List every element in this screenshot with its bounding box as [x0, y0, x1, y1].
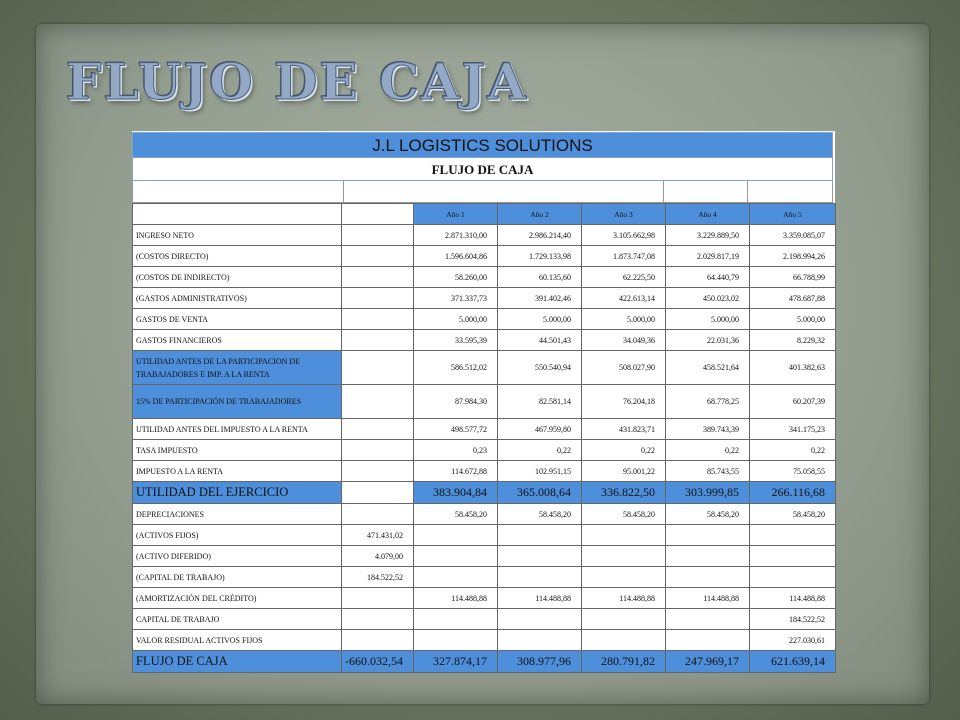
year-value-cell: 62.225,50: [582, 267, 666, 288]
year-value-cell: [582, 567, 666, 588]
year-value-cell: 114.488,88: [498, 588, 582, 609]
year-value-cell: [750, 546, 836, 567]
year-value-cell: 1.729.133,98: [498, 246, 582, 267]
year-value-cell: 85.743,55: [666, 461, 750, 482]
year-value-cell: 365.008,64: [498, 482, 582, 504]
year-value-cell: [666, 609, 750, 630]
year-value-cell: 184.522,52: [750, 609, 836, 630]
year-value-cell: 114.672,88: [414, 461, 498, 482]
table-row: [133, 482, 836, 504]
year-value-cell: 8.229,32: [750, 330, 836, 351]
row-label: (ACTIVOS FIJOS): [133, 525, 342, 546]
year-value-cell: [582, 630, 666, 651]
row-label: GASTOS FINANCIEROS: [133, 330, 342, 351]
year-value-cell: 227.030,61: [750, 630, 836, 651]
year-value-cell: 58.458,20: [582, 504, 666, 525]
year-value-cell: 58.260,00: [414, 267, 498, 288]
table-row: [133, 330, 836, 351]
header-blank: [133, 204, 342, 225]
year-value-cell: 422.613,14: [582, 288, 666, 309]
table-row: [133, 267, 836, 288]
year-value-cell: 450.023,02: [666, 288, 750, 309]
year-value-cell: [582, 546, 666, 567]
year-value-cell: 247.969,17: [666, 651, 750, 673]
year-value-cell: 60.207,39: [750, 385, 836, 419]
year-value-cell: [582, 525, 666, 546]
year-value-cell: 58.458,20: [666, 504, 750, 525]
year-value-cell: [666, 546, 750, 567]
year-value-cell: 0,22: [582, 440, 666, 461]
year-value-cell: 2.029.817,19: [666, 246, 750, 267]
pre-operational-value: -660.032,54: [342, 651, 414, 673]
year-value-cell: 5.000,00: [414, 309, 498, 330]
year-value-cell: 82.581,14: [498, 385, 582, 419]
pre-operational-value: [342, 288, 414, 309]
year-value-cell: 327.874,17: [414, 651, 498, 673]
year-value-cell: 2.871.310,00: [414, 225, 498, 246]
year-value-cell: 33.595,39: [414, 330, 498, 351]
year-value-cell: 114.488,88: [666, 588, 750, 609]
year-value-cell: [414, 546, 498, 567]
year-value-cell: 76.204,18: [582, 385, 666, 419]
row-label: (AMORTIZACIÓN DEL CRÉDITO): [133, 588, 342, 609]
table-row: [133, 440, 836, 461]
year-value-cell: 114.488,88: [582, 588, 666, 609]
row-label: (CAPITAL DE TRABAJO): [133, 567, 342, 588]
row-label: UTILIDAD ANTES DEL IMPUESTO A LA RENTA: [133, 419, 342, 440]
row-label: VALOR RESIDUAL ACTIVOS FIJOS: [133, 630, 342, 651]
year-value-cell: 467.959,80: [498, 419, 582, 440]
year-value-cell: 5.000,00: [750, 309, 836, 330]
pre-operational-value: [342, 630, 414, 651]
row-label: UTILIDAD DEL EJERCICIO: [133, 482, 342, 504]
year-value-cell: [582, 609, 666, 630]
cash-flow-table: [132, 203, 836, 673]
pre-operational-value: [342, 461, 414, 482]
row-label: CAPITAL DE TRABAJO: [133, 609, 342, 630]
year-value-cell: [414, 525, 498, 546]
year-value-cell: 498.577,72: [414, 419, 498, 440]
year-value-cell: 391.402,46: [498, 288, 582, 309]
year-value-cell: 3.105.662,98: [582, 225, 666, 246]
year-value-cell: 114.488,88: [414, 588, 498, 609]
year-value-cell: 3.359.085,07: [750, 225, 836, 246]
pre-operational-value: [342, 351, 414, 385]
table-row: [133, 588, 836, 609]
year-header: Año 3: [582, 204, 666, 225]
pre-operational-value: [342, 482, 414, 504]
table-row: [133, 461, 836, 482]
year-header-row: [133, 204, 836, 225]
year-header: Año 4: [666, 204, 750, 225]
year-value-cell: [498, 546, 582, 567]
year-value-cell: 87.984,30: [414, 385, 498, 419]
pre-operational-value: [342, 385, 414, 419]
row-label: (GASTOS ADMINISTRATIVOS): [133, 288, 342, 309]
pre-operational-value: [342, 609, 414, 630]
year-value-cell: 431.823,71: [582, 419, 666, 440]
row-label: UTILIDAD ANTES DE LA PARTICIPACION DE TRABAJADORES E IMP. A LA RENTA: [133, 351, 342, 385]
year-value-cell: 2.986.214,40: [498, 225, 582, 246]
year-value-cell: [498, 567, 582, 588]
year-value-cell: 336.822,50: [582, 482, 666, 504]
year-value-cell: 0,22: [750, 440, 836, 461]
year-value-cell: 550.540,94: [498, 351, 582, 385]
row-label: (COSTOS DE INDIRECTO): [133, 267, 342, 288]
row-label: TASA IMPUESTO: [133, 440, 342, 461]
row-label: INGRESO NETO: [133, 225, 342, 246]
pre-operational-value: [342, 588, 414, 609]
year-value-cell: 64.440,79: [666, 267, 750, 288]
year-value-cell: 0,22: [666, 440, 750, 461]
pre-operational-value: [342, 309, 414, 330]
pre-operational-value: [342, 419, 414, 440]
year-value-cell: 401.382,63: [750, 351, 836, 385]
table-row: [133, 567, 836, 588]
year-value-cell: 341.175,23: [750, 419, 836, 440]
pre-operational-value: [342, 504, 414, 525]
year-value-cell: 383.904,84: [414, 482, 498, 504]
row-label: IMPUESTO A LA RENTA: [133, 461, 342, 482]
row-label: DEPRECIACIONES: [133, 504, 342, 525]
header-blank: [342, 204, 414, 225]
year-value-cell: 58.458,20: [750, 504, 836, 525]
pre-operational-value: 471.431,02: [342, 525, 414, 546]
year-value-cell: 34.049,36: [582, 330, 666, 351]
table-row: [133, 651, 836, 673]
table-row: [133, 630, 836, 651]
blank-row: [132, 181, 833, 203]
year-value-cell: [414, 609, 498, 630]
year-value-cell: [750, 525, 836, 546]
year-value-cell: 0,23: [414, 440, 498, 461]
sheet-subtitle: FLUJO DE CAJA: [132, 158, 833, 181]
year-header: Año 2: [498, 204, 582, 225]
row-label: 15% DE PARTICIPACIÓN DE TRABAJADORES: [133, 385, 342, 419]
company-name: J.L LOGISTICS SOLUTIONS: [132, 132, 833, 158]
year-value-cell: 308.977,96: [498, 651, 582, 673]
year-value-cell: 2.198.994,26: [750, 246, 836, 267]
year-value-cell: [414, 567, 498, 588]
table-row: [133, 351, 836, 385]
year-value-cell: 0,22: [498, 440, 582, 461]
year-value-cell: 68.778,25: [666, 385, 750, 419]
table-row: [133, 288, 836, 309]
year-value-cell: 114.488,88: [750, 588, 836, 609]
pre-operational-value: 184.522,52: [342, 567, 414, 588]
pre-operational-value: [342, 440, 414, 461]
year-value-cell: 60.135,60: [498, 267, 582, 288]
row-label: (COSTOS DIRECTO): [133, 246, 342, 267]
year-value-cell: 478.687,88: [750, 288, 836, 309]
year-value-cell: 5.000,00: [582, 309, 666, 330]
year-value-cell: [414, 630, 498, 651]
pre-operational-value: 4.079,00: [342, 546, 414, 567]
pre-operational-value: [342, 330, 414, 351]
year-value-cell: 586.512,02: [414, 351, 498, 385]
table-row: [133, 419, 836, 440]
year-value-cell: 389.743,39: [666, 419, 750, 440]
year-value-cell: [666, 630, 750, 651]
table-row: [133, 309, 836, 330]
year-value-cell: 371.337,73: [414, 288, 498, 309]
year-value-cell: 266.116,68: [750, 482, 836, 504]
row-label: FLUJO DE CAJA: [133, 651, 342, 673]
pre-operational-value: [342, 246, 414, 267]
year-value-cell: [666, 567, 750, 588]
year-value-cell: 1.596.604,86: [414, 246, 498, 267]
cash-flow-sheet: [132, 131, 835, 669]
year-value-cell: 458.521,64: [666, 351, 750, 385]
year-value-cell: 95.001,22: [582, 461, 666, 482]
table-row: [133, 525, 836, 546]
year-value-cell: 75.058,55: [750, 461, 836, 482]
year-header: Año 5: [750, 204, 836, 225]
table-row: [133, 385, 836, 419]
pre-operational-value: [342, 225, 414, 246]
year-value-cell: 1.873.747,08: [582, 246, 666, 267]
year-value-cell: 22.031,36: [666, 330, 750, 351]
pre-operational-value: [342, 267, 414, 288]
year-value-cell: [498, 630, 582, 651]
year-value-cell: 58.458,20: [414, 504, 498, 525]
year-value-cell: 102.951,15: [498, 461, 582, 482]
year-value-cell: 66.788,99: [750, 267, 836, 288]
year-value-cell: 58.458,20: [498, 504, 582, 525]
table-row: [133, 546, 836, 567]
year-value-cell: 621.639,14: [750, 651, 836, 673]
year-value-cell: [498, 525, 582, 546]
row-label: (ACTIVO DIFERIDO): [133, 546, 342, 567]
year-value-cell: [498, 609, 582, 630]
slide-title: FLUJO DE CAJA: [66, 52, 529, 111]
table-row: [133, 609, 836, 630]
year-value-cell: 5.000,00: [498, 309, 582, 330]
year-value-cell: [750, 567, 836, 588]
year-value-cell: 3.229.889,50: [666, 225, 750, 246]
year-value-cell: 5.000,00: [666, 309, 750, 330]
year-value-cell: 303.999,85: [666, 482, 750, 504]
year-value-cell: [666, 525, 750, 546]
table-row: [133, 246, 836, 267]
table-row: [133, 225, 836, 246]
year-header: Año 1: [414, 204, 498, 225]
row-label: GASTOS DE VENTA: [133, 309, 342, 330]
table-row: [133, 504, 836, 525]
year-value-cell: 508.027,90: [582, 351, 666, 385]
year-value-cell: 280.791,82: [582, 651, 666, 673]
year-value-cell: 44.501,43: [498, 330, 582, 351]
